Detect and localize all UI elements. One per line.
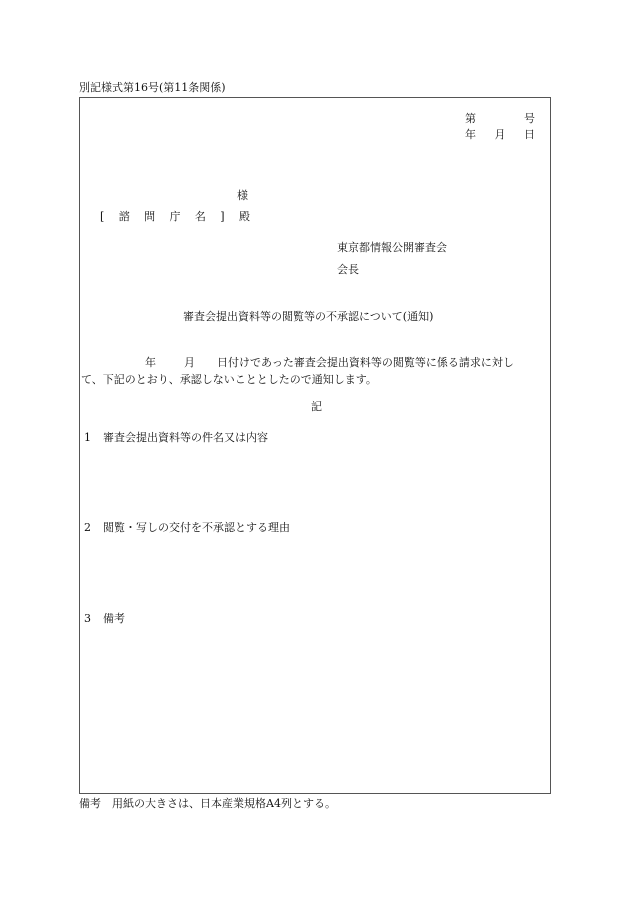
section-1-label: 審査会提出資料等の件名又は内容 — [103, 431, 268, 444]
section-3-label: 備考 — [103, 612, 125, 625]
document-date — [465, 129, 535, 140]
addressee-char-4: 名 — [194, 210, 206, 223]
ki-heading: 記 — [311, 400, 322, 413]
addressee-sama: 様 — [237, 189, 248, 202]
body-text — [81, 354, 548, 388]
section-2-label: 閲覧・写しの交付を不承認とする理由 — [103, 521, 290, 534]
date-month: 月 — [494, 128, 506, 141]
sender-council: 東京都情報公開審査会 — [337, 241, 447, 254]
body-line-2: て、下記のとおり、承認しないこととしたので通知します。 — [81, 373, 377, 386]
body-year: 年 — [145, 356, 156, 369]
section-1-number: 1 — [84, 431, 91, 444]
section-3 — [84, 613, 125, 624]
form-header-label: 別記様式第16号(第11条関係) — [79, 81, 226, 94]
section-3-number: 3 — [84, 612, 91, 625]
number-dai: 第 — [465, 112, 476, 125]
date-day: 日 — [524, 128, 535, 141]
date-year: 年 — [465, 128, 476, 141]
bracket-close: ] — [220, 210, 225, 223]
addressee-char-2: 問 — [144, 210, 156, 223]
addressee-char-3: 庁 — [169, 210, 181, 223]
sender-chair: 会長 — [337, 263, 359, 276]
addressee-char-1: 諮 — [118, 210, 130, 223]
section-2 — [84, 522, 290, 533]
body-month: 月 — [184, 356, 195, 369]
section-1 — [84, 432, 268, 443]
document-title: 審査会提出資料等の閲覧等の不承認について(通知) — [183, 310, 434, 323]
bracket-open: [ — [100, 210, 105, 223]
body-line-1 — [84, 354, 548, 371]
section-2-number: 2 — [84, 521, 91, 534]
footer-note: 備考 用紙の大きさは、日本産業規格A4列とする。 — [79, 797, 336, 810]
addressee-dono: 殿 — [238, 210, 250, 223]
form-frame — [79, 97, 551, 794]
number-go: 号 — [524, 112, 535, 125]
document-number — [465, 113, 535, 124]
body-line1-rest: 日付けであった審査会提出資料等の閲覧等に係る請求に対し — [217, 356, 514, 369]
addressee-line — [100, 211, 250, 222]
